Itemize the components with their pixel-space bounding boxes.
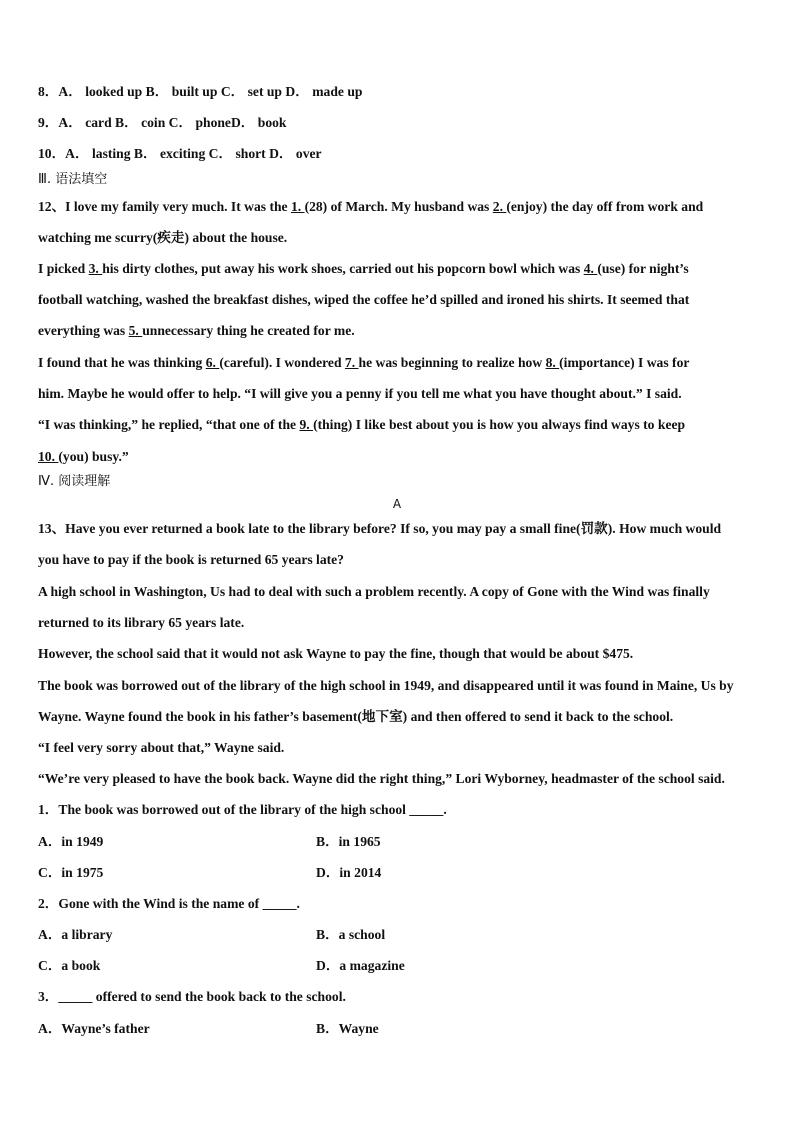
reading-line-4: returned to its library 65 years late. bbox=[38, 615, 245, 630]
grammar-line-1: 12、I love my family very much. It was the 1. (28) of March. My husband was 2. (enjoy) the day off from work and bbox=[38, 199, 704, 214]
question-3-options bbox=[38, 1020, 756, 1038]
question-3-stem: 3．_____ offered to send the book back to the school. bbox=[38, 989, 346, 1004]
blank-7: 7. bbox=[344, 355, 359, 370]
option-1b: B．in 1965 bbox=[316, 834, 381, 849]
grammar-line-5: everything was 5. unnecessary thing he created for me. bbox=[38, 323, 355, 338]
option-2c: C．a book bbox=[38, 958, 101, 973]
blank-2: 2. bbox=[492, 199, 507, 214]
grammar-line-3: I picked 3. his dirty clothes, put away his work shoes, carried out his popcorn bowl which was 4. (use) for night’s bbox=[38, 261, 689, 276]
reading-line-5: However, the school said that it would not ask Wayne to pay the fine, though that would be about $475. bbox=[38, 646, 634, 661]
reading-line-3: A high school in Washington, Us had to deal with such a problem recently. A copy of Gone with the Wind was finally bbox=[38, 584, 710, 599]
option-1c: C．in 1975 bbox=[38, 865, 104, 880]
question-1-options bbox=[38, 833, 756, 851]
blank-1: 1. bbox=[290, 199, 305, 214]
option-1d: D．in 2014 bbox=[316, 865, 382, 880]
grammar-line-4: football watching, washed the breakfast dishes, wiped the coffee he’d spilled and ironed his shirts. It seemed that bbox=[38, 292, 690, 307]
question-2-stem: 2．Gone with the Wind is the name of _____. bbox=[38, 896, 300, 911]
grammar-line-9: 10. (you) busy.” bbox=[38, 449, 129, 464]
reading-line-9: “We’re very pleased to have the book back. Wayne did the right thing,” Lori Wyborney, headmaster of the school said. bbox=[38, 771, 725, 786]
grammar-line-2: watching me scurry(疾走) about the house. bbox=[38, 230, 288, 245]
reading-line-7: Wayne. Wayne found the book in his father’s basement(地下室) and then offered to send it back to the school. bbox=[38, 709, 674, 724]
section-title-grammar: Ⅲ. 语法填空 bbox=[38, 172, 108, 187]
question-1-options-2 bbox=[38, 864, 756, 882]
option-3a: A．Wayne’s father bbox=[38, 1021, 150, 1036]
grammar-line-8: “I was thinking,” he replied, “that one of the 9. (thing) I like best about you is how you always find ways to keep bbox=[38, 417, 686, 432]
blank-8: 8. bbox=[545, 355, 560, 370]
option-1a: A．in 1949 bbox=[38, 834, 104, 849]
question-8-options: 8．A． looked up B． built up C． set up D． made up bbox=[38, 84, 363, 99]
question-9-options: 9．A． card B． coin C． phoneD． book bbox=[38, 115, 287, 130]
blank-5: 5. bbox=[128, 323, 143, 338]
passage-label: A bbox=[392, 497, 402, 511]
blank-6: 6. bbox=[205, 355, 220, 370]
option-2a: A．a library bbox=[38, 927, 113, 942]
grammar-line-6: I found that he was thinking 6. (careful). I wondered 7. he was beginning to realize how 8. (importance) I was for bbox=[38, 355, 690, 370]
reading-line-6: The book was borrowed out of the library of the high school in 1949, and disappeared until it was found in Maine, Us by bbox=[38, 678, 734, 693]
question-2-options-2 bbox=[38, 957, 756, 975]
blank-9: 9. bbox=[299, 417, 314, 432]
blank-4: 4. bbox=[583, 261, 598, 276]
question-2-options bbox=[38, 926, 756, 944]
option-3b: B．Wayne bbox=[316, 1021, 379, 1036]
reading-line-2: you have to pay if the book is returned 65 years late? bbox=[38, 552, 344, 567]
reading-line-8: “I feel very sorry about that,” Wayne said. bbox=[38, 740, 285, 755]
section-title-reading: Ⅳ. 阅读理解 bbox=[38, 474, 111, 489]
option-2b: B．a school bbox=[316, 927, 386, 942]
question-1-stem: 1．The book was borrowed out of the library of the high school _____. bbox=[38, 802, 447, 817]
grammar-line-7: him. Maybe he would offer to help. “I will give you a penny if you tell me what you have thought about.” I said. bbox=[38, 386, 682, 401]
blank-3: 3. bbox=[88, 261, 103, 276]
blank-10: 10. bbox=[38, 449, 59, 464]
option-2d: D．a magazine bbox=[316, 958, 405, 973]
question-10-options: 10．A． lasting B． exciting C． short D． over bbox=[38, 146, 322, 161]
reading-line-1: 13、Have you ever returned a book late to the library before? If so, you may pay a small fine(罚款). How much would bbox=[38, 521, 722, 536]
